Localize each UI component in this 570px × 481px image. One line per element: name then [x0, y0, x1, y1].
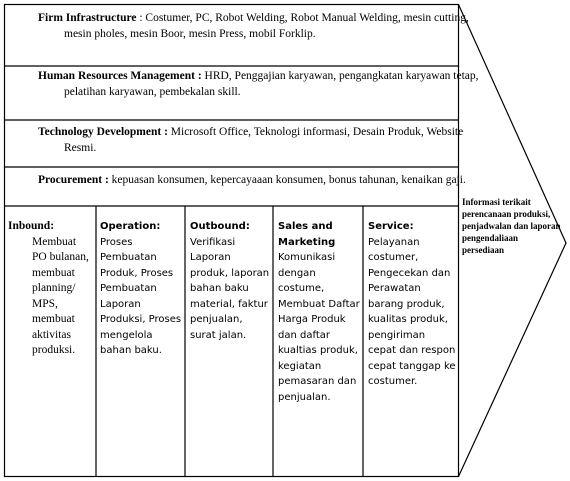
service-text: Pelayanan costumer, Pengecekan dan Perawatan barang produk, kualitas produk, pengiriman cepat dan respon cepat tanggap ke costumer. — [368, 236, 456, 387]
firm-infrastructure-text: : Costumer, PC, Robot Welding, Robot Manual Welding, mesin cutting, mesin pholes, mesin Boor, mesin Press, mobil Forklip. — [64, 12, 469, 40]
inbound-title: Inbound: — [8, 220, 55, 232]
service-title: Service: — [368, 221, 414, 232]
service-column — [368, 219, 456, 390]
inbound-column — [8, 219, 92, 359]
operation-column — [100, 219, 184, 359]
technology-development-title: Technology Development : — [38, 126, 168, 138]
procurement-text: kepuasan konsumen, kepercayaaan konsumen, bonus tahunan, kenaikan gaji. — [111, 174, 466, 186]
human-resources — [12, 69, 496, 100]
sales-marketing-text: Komunikasi dengan costume, Membuat Daftar Harga Produk dan daftar kualtias produk, kegiatan pemasaran dan penjualan. — [278, 252, 360, 403]
procurement — [12, 173, 496, 189]
firm-infrastructure-title: Firm Infrastructure — [38, 12, 137, 24]
inbound-text: Membuat PO bulanan, membuat planning/ MPS, membuat aktivitas produksi. — [32, 235, 89, 356]
operation-text: Proses Pembuatan Produk, Proses Pembuatan Laporan Produksi, Proses mengelola bahan baku. — [100, 236, 182, 356]
outbound-column — [190, 219, 270, 343]
margin-text: Informasi terikait perencanaan produksi, penjadwalan dan laporan pengendaliaan persediaan — [462, 197, 561, 255]
human-resources-text: HRD, Penggajian karyawan, pengangkatan karyawan tetap, pelatihan karyawan, pembekalan skill. — [64, 70, 479, 98]
sales-marketing-column — [278, 219, 360, 405]
procurement-title: Procurement : — [38, 174, 109, 186]
sales-marketing-title: Sales and Marketing — [278, 221, 336, 248]
technology-development — [12, 125, 496, 156]
operation-title: Operation: — [100, 221, 161, 232]
technology-development-text: Microsoft Office, Teknologi informasi, Desain Produk, Website Resmi. — [64, 126, 464, 154]
outbound-title: Outbound: — [190, 221, 250, 232]
outbound-text: Verifikasi Laporan produk, laporan bahan baku material, faktur penjualan, surat jalan. — [190, 236, 270, 341]
human-resources-title: Human Resources Management : — [38, 70, 202, 82]
firm-infrastructure — [12, 11, 496, 42]
